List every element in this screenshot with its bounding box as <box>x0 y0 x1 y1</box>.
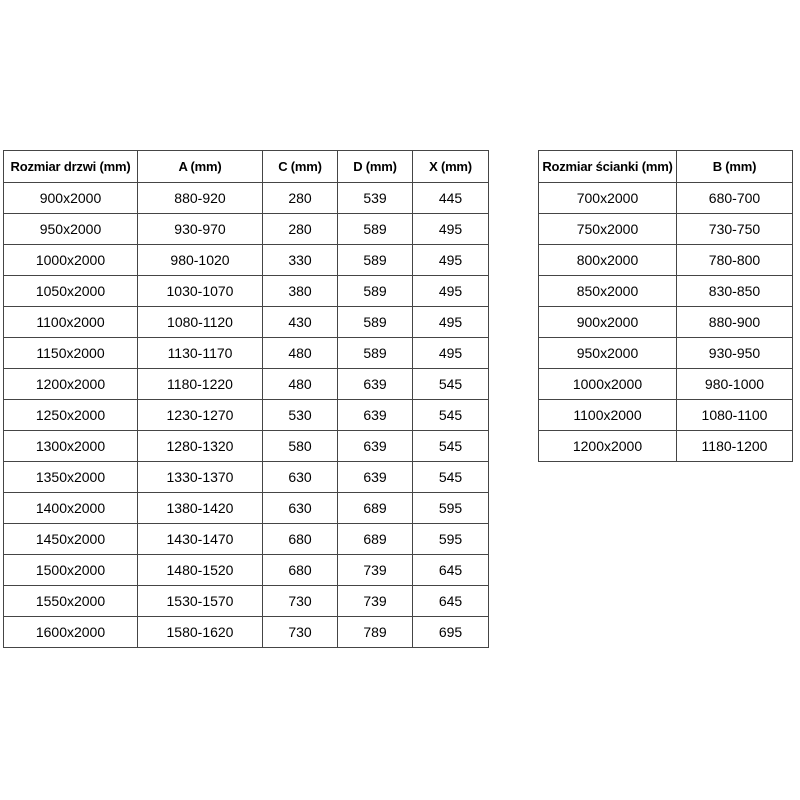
table-cell: 1080-1120 <box>138 307 263 338</box>
table-cell: 1480-1520 <box>138 555 263 586</box>
table-cell: 739 <box>338 555 413 586</box>
table-cell: 1150x2000 <box>4 338 138 369</box>
table-cell: 1200x2000 <box>4 369 138 400</box>
table-cell: 800x2000 <box>539 245 677 276</box>
table-cell: 545 <box>413 431 489 462</box>
table-row <box>4 400 489 431</box>
table-cell: 680 <box>263 524 338 555</box>
table-cell: 589 <box>338 338 413 369</box>
table-cell: 830-850 <box>677 276 793 307</box>
table-row <box>4 369 489 400</box>
table-row <box>4 276 489 307</box>
table-cell: 1400x2000 <box>4 493 138 524</box>
table-cell: 445 <box>413 183 489 214</box>
table-cell: 1100x2000 <box>4 307 138 338</box>
table-row <box>4 493 489 524</box>
table-cell: 900x2000 <box>4 183 138 214</box>
table-cell: 1600x2000 <box>4 617 138 648</box>
column-header: Rozmiar drzwi (mm) <box>4 151 138 183</box>
table-cell: 595 <box>413 524 489 555</box>
table-cell: 589 <box>338 245 413 276</box>
table-cell: 639 <box>338 462 413 493</box>
table-row <box>4 555 489 586</box>
table-cell: 539 <box>338 183 413 214</box>
table-cell: 1000x2000 <box>4 245 138 276</box>
table-cell: 950x2000 <box>4 214 138 245</box>
table-cell: 280 <box>263 183 338 214</box>
table-cell: 980-1020 <box>138 245 263 276</box>
table-row <box>539 369 793 400</box>
table-cell: 930-950 <box>677 338 793 369</box>
table-cell: 695 <box>413 617 489 648</box>
table-cell: 480 <box>263 369 338 400</box>
table-cell: 1550x2000 <box>4 586 138 617</box>
table-cell: 1130-1170 <box>138 338 263 369</box>
table-row <box>539 431 793 462</box>
table-row <box>4 462 489 493</box>
table-row <box>539 400 793 431</box>
table-cell: 495 <box>413 245 489 276</box>
table-cell: 480 <box>263 338 338 369</box>
table-cell: 780-800 <box>677 245 793 276</box>
table-cell: 645 <box>413 586 489 617</box>
table-row <box>4 586 489 617</box>
table-cell: 680-700 <box>677 183 793 214</box>
table-cell: 930-970 <box>138 214 263 245</box>
table-cell: 850x2000 <box>539 276 677 307</box>
table-cell: 730-750 <box>677 214 793 245</box>
table-cell: 639 <box>338 369 413 400</box>
column-header: Rozmiar ścianki (mm) <box>539 151 677 183</box>
table-cell: 589 <box>338 276 413 307</box>
table-row <box>539 338 793 369</box>
table-row <box>4 338 489 369</box>
table-cell: 639 <box>338 400 413 431</box>
table-cell: 1280-1320 <box>138 431 263 462</box>
table-cell: 545 <box>413 369 489 400</box>
table-cell: 680 <box>263 555 338 586</box>
table-row <box>539 183 793 214</box>
table-cell: 1300x2000 <box>4 431 138 462</box>
table-cell: 645 <box>413 555 489 586</box>
table-cell: 495 <box>413 214 489 245</box>
table-cell: 1430-1470 <box>138 524 263 555</box>
table-cell: 730 <box>263 586 338 617</box>
table-cell: 880-900 <box>677 307 793 338</box>
door-size-table <box>3 150 489 648</box>
table-cell: 789 <box>338 617 413 648</box>
table-row <box>539 245 793 276</box>
table-cell: 880-920 <box>138 183 263 214</box>
table-cell: 1450x2000 <box>4 524 138 555</box>
table-cell: 1250x2000 <box>4 400 138 431</box>
column-header: B (mm) <box>677 151 793 183</box>
table-row <box>539 307 793 338</box>
header-row <box>539 151 793 183</box>
table-row <box>4 307 489 338</box>
table-row <box>4 245 489 276</box>
table-cell: 330 <box>263 245 338 276</box>
table-cell: 1100x2000 <box>539 400 677 431</box>
table-row <box>4 524 489 555</box>
table-row <box>4 183 489 214</box>
table-cell: 639 <box>338 431 413 462</box>
table-row <box>4 617 489 648</box>
table-cell: 1080-1100 <box>677 400 793 431</box>
table-cell: 689 <box>338 524 413 555</box>
table-cell: 545 <box>413 462 489 493</box>
table-cell: 595 <box>413 493 489 524</box>
table-cell: 495 <box>413 338 489 369</box>
table-cell: 980-1000 <box>677 369 793 400</box>
column-header: A (mm) <box>138 151 263 183</box>
table-cell: 1180-1200 <box>677 431 793 462</box>
table-cell: 1500x2000 <box>4 555 138 586</box>
column-header: C (mm) <box>263 151 338 183</box>
table-row <box>4 214 489 245</box>
table-cell: 580 <box>263 431 338 462</box>
table-cell: 1380-1420 <box>138 493 263 524</box>
column-header: X (mm) <box>413 151 489 183</box>
table-cell: 1000x2000 <box>539 369 677 400</box>
table-cell: 900x2000 <box>539 307 677 338</box>
table-cell: 630 <box>263 462 338 493</box>
header-row <box>4 151 489 183</box>
table-cell: 1030-1070 <box>138 276 263 307</box>
table-cell: 739 <box>338 586 413 617</box>
table-cell: 530 <box>263 400 338 431</box>
table-row <box>539 276 793 307</box>
table-cell: 1330-1370 <box>138 462 263 493</box>
column-header: D (mm) <box>338 151 413 183</box>
table-cell: 1530-1570 <box>138 586 263 617</box>
wall-size-table <box>538 150 793 462</box>
table-cell: 630 <box>263 493 338 524</box>
table-cell: 750x2000 <box>539 214 677 245</box>
table-cell: 495 <box>413 307 489 338</box>
table-cell: 689 <box>338 493 413 524</box>
table-cell: 495 <box>413 276 489 307</box>
table-cell: 1180-1220 <box>138 369 263 400</box>
table-cell: 1350x2000 <box>4 462 138 493</box>
table-cell: 380 <box>263 276 338 307</box>
table-cell: 1050x2000 <box>4 276 138 307</box>
table-cell: 589 <box>338 214 413 245</box>
table-row <box>539 214 793 245</box>
table-cell: 545 <box>413 400 489 431</box>
table-cell: 1580-1620 <box>138 617 263 648</box>
table-row <box>4 431 489 462</box>
table-cell: 1230-1270 <box>138 400 263 431</box>
table-cell: 280 <box>263 214 338 245</box>
table-cell: 589 <box>338 307 413 338</box>
table-cell: 950x2000 <box>539 338 677 369</box>
table-cell: 700x2000 <box>539 183 677 214</box>
table-cell: 1200x2000 <box>539 431 677 462</box>
table-cell: 730 <box>263 617 338 648</box>
table-cell: 430 <box>263 307 338 338</box>
